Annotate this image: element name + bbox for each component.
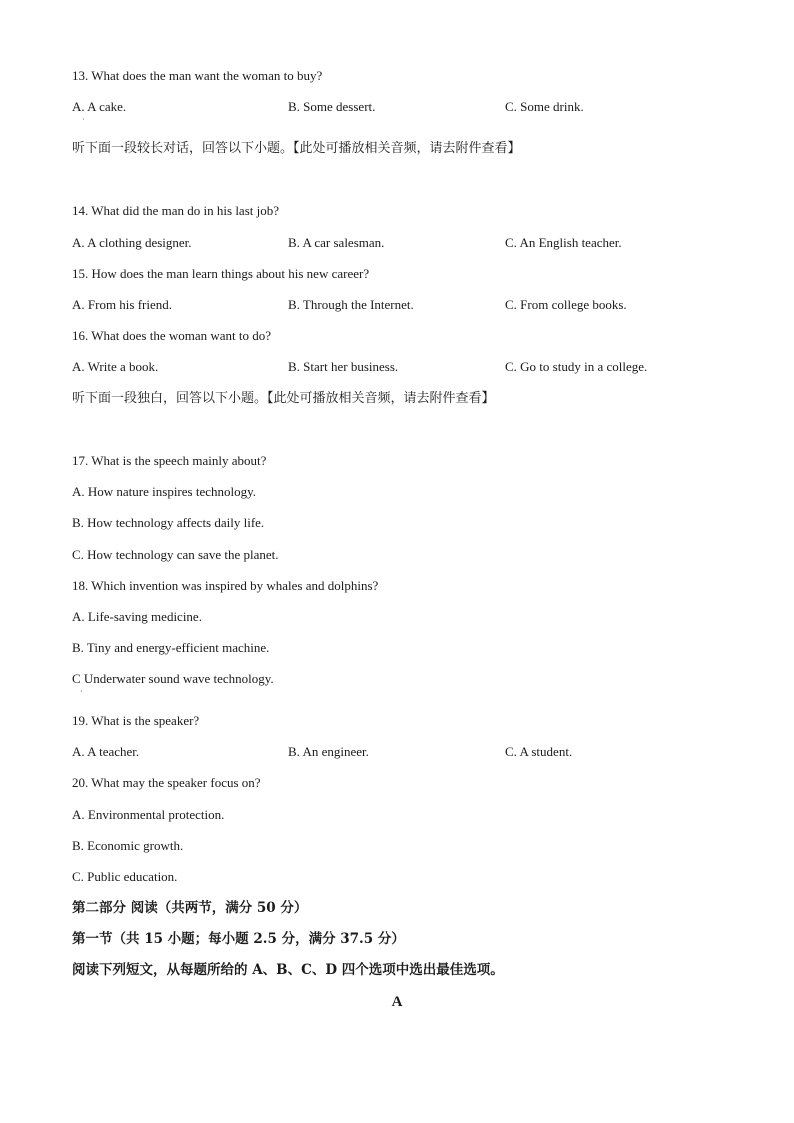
question-15-stem: 15. How does the man learn things about his new career? (72, 266, 370, 281)
question-14-option-a: A. A clothing designer. (72, 235, 192, 250)
question-16-stem: 16. What does the woman want to do? (72, 328, 272, 343)
question-20-stem: 20. What may the speaker focus on? (72, 775, 261, 790)
question-13-option-b: B. Some dessert. (288, 99, 376, 114)
question-19-option-b: B. An engineer. (288, 744, 369, 759)
question-16-option-c: C. Go to study in a college. (505, 359, 648, 374)
question-13-option-c: C. Some drink. (505, 99, 584, 114)
question-18-option-b: B. Tiny and energy-efficient machine. (72, 640, 270, 655)
question-16-option-a: A. Write a book. (72, 359, 159, 374)
question-20-option-c: C. Public education. (72, 869, 178, 884)
question-13-option-a: A. A cake. (72, 99, 127, 114)
question-14-stem: 14. What did the man do in his last job? (72, 203, 280, 218)
question-16-option-b: B. Start her business. (288, 359, 399, 374)
question-19-option-c: C. A student. (505, 744, 573, 759)
question-19-stem: 19. What is the speaker? (72, 713, 200, 728)
question-13-stem: 13. What does the man want the woman to buy? (72, 68, 323, 83)
question-15-option-b: B. Through the Internet. (288, 297, 414, 312)
question-18-option-a: A. Life-saving medicine. (72, 609, 202, 624)
instruction-monologue: 听下面一段独白，回答以下小题。【此处可播放相关音频，请去附件查看】 (72, 391, 495, 406)
marker-dot: · (82, 115, 85, 124)
question-14-option-c: C. An English teacher. (505, 235, 622, 250)
question-17-option-b: B. How technology affects daily life. (72, 515, 265, 530)
question-17-stem: 17. What is the speech mainly about? (72, 453, 267, 468)
reading-instruction: 阅读下列短文，从每题所给的 A、B、C、D 四个选项中选出最佳选项。 (72, 962, 504, 978)
part-two-title: 第二部分 阅读（共两节，满分 50 分） (72, 900, 308, 916)
marker-dot: · (80, 687, 83, 696)
question-14-option-b: B. A car salesman. (288, 235, 385, 250)
question-15-option-a: A. From his friend. (72, 297, 173, 312)
question-19-option-a: A. A teacher. (72, 744, 140, 759)
question-20-option-b: B. Economic growth. (72, 838, 184, 853)
question-18-stem: 18. Which invention was inspired by whales and dolphins? (72, 578, 379, 593)
section-one-title: 第一节（共 15 小题；每小题 2.5 分，满分 37.5 分） (72, 931, 405, 947)
question-20-option-a: A. Environmental protection. (72, 807, 225, 822)
question-15-option-c: C. From college books. (505, 297, 627, 312)
question-18-option-c: C Underwater sound wave technology. (72, 671, 274, 686)
passage-label: A (391, 994, 403, 1010)
question-17-option-a: A. How nature inspires technology. (72, 484, 257, 499)
question-17-option-c: C. How technology can save the planet. (72, 547, 279, 562)
instruction-long-dialogue: 听下面一段较长对话，回答以下小题。【此处可播放相关音频，请去附件查看】 (72, 141, 521, 156)
